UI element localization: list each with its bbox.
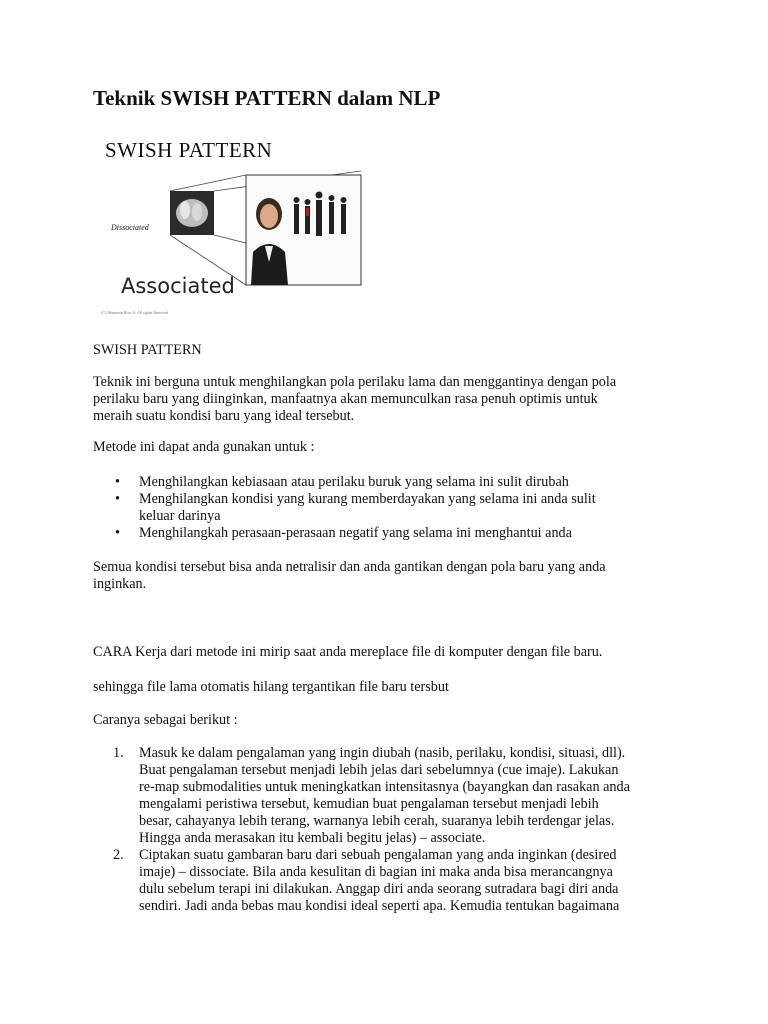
- swish-pattern-illustration: [93, 134, 363, 324]
- list-item-line: imaje) – dissociate. Bila anda kesulitan di bagian ini maka anda bisa merancangnya: [139, 864, 613, 880]
- usage-intro: Metode ini dapat anda gunakan untuk :: [93, 439, 315, 455]
- paragraph-line: meraih suatu kondisi baru yang ideal tersebut.: [93, 408, 355, 424]
- list-item-line: Ciptakan suatu gambaran baru dari sebuah pengalaman yang anda inginkan (desired: [139, 847, 617, 863]
- section-heading: SWISH PATTERN: [93, 342, 202, 358]
- list-item: [93, 745, 683, 847]
- list-item-line: Menghilangkan kondisi yang kurang memberdayakan yang selama ini anda sulit: [139, 491, 596, 507]
- dissociated-label: Dissociated: [111, 223, 149, 232]
- bullet-icon: •: [115, 474, 120, 490]
- list-item: [93, 847, 683, 915]
- list-item-line: besar, cahayanya lebih terang, warnanya lebih cerah, suaranya lebih terdengar jelas.: [139, 813, 615, 829]
- list-item-line: Hingga anda merasakan itu kembali begitu jelas) – associate.: [139, 830, 486, 846]
- figure-copyright: (C) Benjamin Ross Jr. All rights Reserved: [101, 310, 169, 315]
- paragraph-line: Teknik ini berguna untuk menghilangkan pola perilaku lama dan menggantinya dengan pola: [93, 374, 617, 390]
- summary-paragraph: [93, 559, 606, 593]
- list-item-line: Menghilangkah perasaan-perasaan negatif yang selama ini menghantui anda: [139, 525, 572, 541]
- step-number: 2.: [113, 847, 124, 863]
- list-item: [93, 525, 683, 542]
- steps-list: [93, 745, 683, 915]
- associated-label: Associated: [121, 274, 235, 298]
- list-item: [93, 491, 683, 525]
- step-number: 1.: [113, 745, 124, 761]
- list-item-line: Buat pengalaman tersebut menjadi lebih jelas dari sebelumnya (cue imaje). Lakukan: [139, 762, 619, 778]
- list-item-line: keluar darinya: [139, 508, 221, 524]
- usage-bullet-list: [93, 474, 683, 542]
- paragraph-line: Semua kondisi tersebut bisa anda netralisir dan anda gantikan dengan pola baru yang anda: [93, 559, 606, 575]
- paragraph-line: inginkan.: [93, 576, 147, 592]
- page-title: Teknik SWISH PATTERN dalam NLP: [93, 86, 441, 110]
- paragraph-line: perilaku baru yang diinginkan, manfaatnya akan memunculkan rasa penuh optimis untuk: [93, 391, 598, 407]
- list-item-line: mengalami peristiwa tersebut, kemudian buat pengalaman tersebut menjadi lebih: [139, 796, 599, 812]
- list-item: [93, 474, 683, 491]
- bullet-icon: •: [115, 525, 120, 541]
- list-item-line: re-map submodalities untuk meningkatkan intensitasnya (bayangkan dan rasakan anda: [139, 779, 630, 795]
- intro-paragraph: [93, 374, 616, 425]
- bullet-icon: •: [115, 491, 120, 507]
- list-item-line: Masuk ke dalam pengalaman yang ingin diubah (nasib, perilaku, kondisi, situasi, dll).: [139, 745, 626, 761]
- list-item-line: dulu sebelum terapi ini dilakukan. Anggap diri anda seorang sutradara bagi diri anda: [139, 881, 619, 897]
- figure-heading: SWISH PATTERN: [105, 138, 273, 162]
- caranya-paragraph: Caranya sebagai berikut :: [93, 712, 238, 728]
- list-item-line: Menghilangkan kebiasaan atau perilaku buruk yang selama ini sulit dirubah: [139, 474, 569, 490]
- list-item-line: sendiri. Jadi anda bebas mau kondisi ideal seperti apa. Kemudia tentukan bagaimana: [139, 898, 620, 914]
- sehingga-paragraph: sehingga file lama otomatis hilang tergantikan file baru tersbut: [93, 679, 449, 695]
- cara-paragraph: CARA Kerja dari metode ini mirip saat anda mereplace file di komputer dengan file baru.: [93, 644, 603, 660]
